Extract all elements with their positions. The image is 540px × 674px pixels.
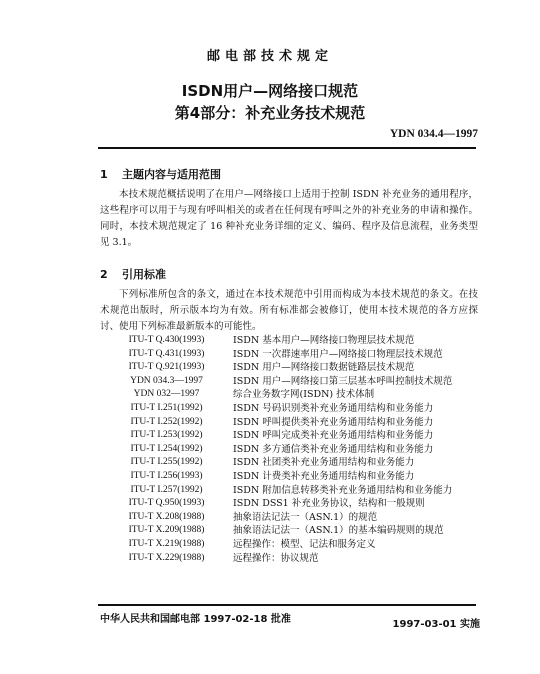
standard-number: YDN 034.4—1997 [389,128,478,140]
reference-title: 远程操作：模型、记法和服务定义 [233,538,376,550]
reference-code: ITU-T I.253(1992) [130,430,203,441]
reference-title: 综合业务数字网(ISDN) 技术体制 [233,389,375,401]
reference-code: YDN 032—1997 [133,389,200,400]
implementation-date: 1997-03-01 实施 [392,619,480,630]
reference-row [100,470,490,484]
reference-title: ISDN 多方通信类补充业务通用结构和业务能力 [233,443,434,455]
reference-row [100,443,490,457]
reference-row [100,402,490,416]
section-number: 2 [100,268,108,281]
section-heading-text: 引用标准 [122,268,166,281]
section-number: 1 [100,168,108,181]
reference-code: ITU-T Q.431(1993) [128,348,205,359]
reference-code: ITU-T Q.430(1993) [128,335,205,345]
reference-code: ITU-T Q.950(1993) [128,498,205,509]
reference-code: ITU-T X.229(1988) [128,552,205,563]
reference-list [100,334,490,565]
approval-statement: 中华人民共和国邮电部 1997-02-18 批准 [100,614,291,625]
section-2-paragraph: 下列标准所包含的条文，通过在本技术规范中引用而构成为本技术规范的条文。在技术规范出版时，所示版本均为有效。所有标准都会被修订，使用本技术规范的各方应探讨、使用下列标准最新版本的可能性。 [100,289,478,332]
reference-title: ISDN 基本用户—网络接口物理层技术规范 [233,335,415,346]
reference-title: 远程操作：协议规范 [233,552,319,564]
reference-row [100,375,490,389]
reference-title: ISDN 呼叫提供类补充业务通用结构和业务能力 [233,416,434,428]
reference-code: ITU-T I.254(1992) [130,443,203,454]
document-header: 邮电部技术规定 [206,49,333,64]
reference-title: ISDN 一次群速率用户—网络接口物理层技术规范 [233,348,443,360]
reference-code: ITU-T I.251(1992) [130,402,203,413]
top-rule [98,147,476,149]
reference-title: ISDN 附加信息转移类补充业务通用结构和业务能力 [233,484,453,496]
reference-row [100,334,490,348]
reference-code: ITU-T I.252(1992) [130,416,203,427]
reference-code: ITU-T Q.921(1993) [128,362,205,373]
reference-code: YDN 034.3—1997 [130,375,203,386]
reference-title: ISDN 用户—网络接口数据链路层技术规范 [233,362,415,374]
reference-title: ISDN 社团类补充业务通用结构和业务能力 [233,457,415,469]
bottom-rule [98,604,476,606]
reference-row [100,511,490,525]
reference-title: ISDN 呼叫完成类补充业务通用结构和业务能力 [233,430,434,442]
reference-code: ITU-T I.255(1992) [130,457,203,468]
reference-title: ISDN 计费类补充业务通用结构和业务能力 [233,470,415,482]
reference-title: ISDN 号码识别类补充业务通用结构和业务能力 [233,402,434,414]
section-1-heading [100,166,221,182]
reference-row [100,348,490,362]
section-2-heading [100,266,166,282]
reference-code: ITU-T I.256(1993) [130,470,203,481]
reference-title: ISDN DSS1 补充业务协议，结构和一般规则 [233,498,425,510]
reference-title: 抽象语法记法一（ASN.1）的基本编码规则的规范 [233,525,444,537]
reference-row [100,484,490,498]
reference-row [100,524,490,538]
reference-row [100,497,490,511]
reference-code: ITU-T X.219(1988) [128,538,205,549]
reference-code: ITU-T X.209(1988) [128,525,205,536]
reference-row [100,416,490,430]
reference-title: 抽象语法记法一（ASN.1）的规范 [233,511,378,523]
reference-row [100,538,490,552]
document-title-line2: 第4部分：补充业务技术规范 [174,104,366,122]
section-heading-text: 主题内容与适用范围 [122,168,221,181]
reference-row [100,456,490,470]
reference-code: ITU-T X.208(1988) [128,511,205,522]
reference-title: ISDN 用户—网络接口第三层基本呼叫控制技术规范 [233,375,453,387]
reference-row [100,552,490,566]
section-1-paragraph: 本技术规范概括说明了在用户—网络接口上适用于控制 ISDN 补充业务的通用程序，这些程序可以用于与现有呼叫相关的或者在任何现有呼叫之外的补充业务的申请和操作。同时，本技术规范规定了 16 种补充业务详细的定义、编码、程序及信息流程，业务类型见 3.1。 [100,189,478,248]
document-title-line1: ISDN用户—网络接口规范 [181,82,359,100]
reference-row [100,429,490,443]
reference-row [100,361,490,375]
reference-code: ITU-T I.257(1992) [130,484,203,495]
reference-row [100,388,490,402]
